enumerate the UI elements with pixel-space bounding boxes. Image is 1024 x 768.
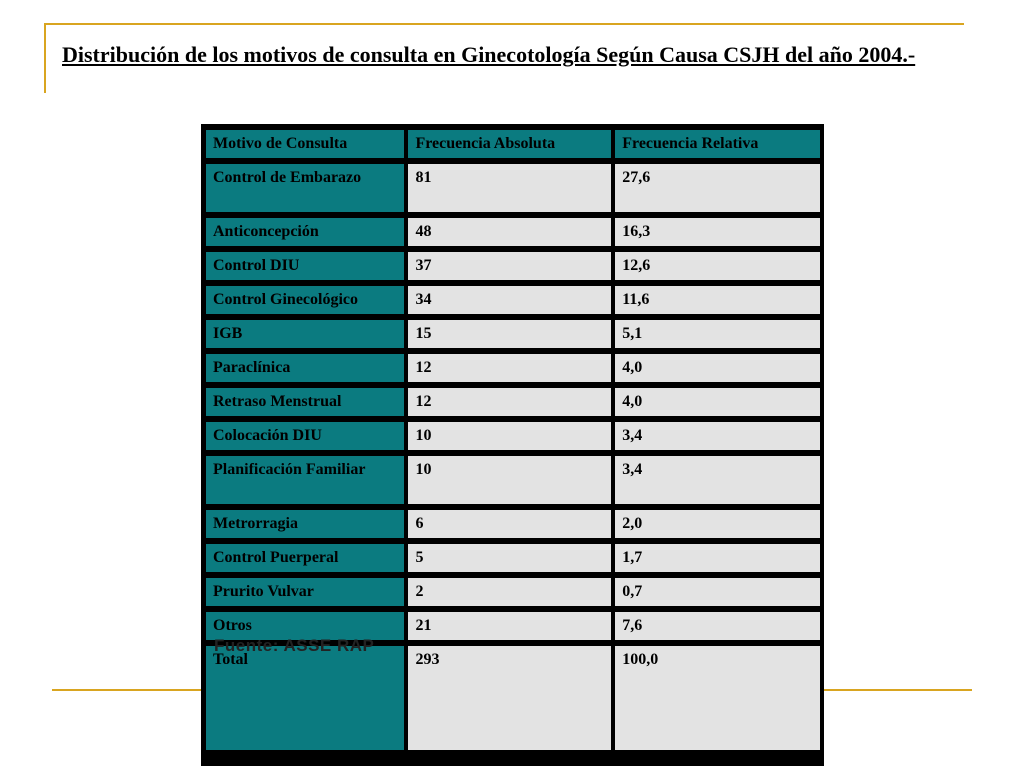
- table-row: [206, 354, 820, 382]
- relativa-cell: 3,4: [615, 422, 820, 450]
- motivo-cell: Planificación Familiar: [206, 456, 404, 504]
- relativa-cell: 5,1: [615, 320, 820, 348]
- relativa-cell: 4,0: [615, 388, 820, 416]
- table-row: [206, 578, 820, 606]
- absoluta-cell: 81: [408, 164, 611, 212]
- motivo-cell: Paraclínica: [206, 354, 404, 382]
- motivo-cell: IGB: [206, 320, 404, 348]
- absoluta-cell: 10: [408, 422, 611, 450]
- absoluta-cell: 6: [408, 510, 611, 538]
- total-label-cell: Total: [206, 646, 404, 750]
- absoluta-cell: 37: [408, 252, 611, 280]
- absoluta-cell: 2: [408, 578, 611, 606]
- relativa-cell: 27,6: [615, 164, 820, 212]
- motivo-cell: Retraso Menstrual: [206, 388, 404, 416]
- relativa-cell: 7,6: [615, 612, 820, 640]
- table-row: [206, 544, 820, 572]
- table-row: [206, 388, 820, 416]
- table-row: [206, 456, 820, 504]
- relativa-cell: 2,0: [615, 510, 820, 538]
- slide-title: Distribución de los motivos de consulta en Ginecotología Según Causa CSJH del año 2004.-: [62, 42, 916, 67]
- absoluta-cell: 34: [408, 286, 611, 314]
- table-row: [206, 286, 820, 314]
- table-total-row: [206, 646, 820, 750]
- relativa-cell: 0,7: [615, 578, 820, 606]
- relativa-cell: 11,6: [615, 286, 820, 314]
- relativa-cell: 4,0: [615, 354, 820, 382]
- table-row: [206, 252, 820, 280]
- table-row: [206, 510, 820, 538]
- motivo-cell: Control Ginecológico: [206, 286, 404, 314]
- column-header-absoluta: Frecuencia Absoluta: [408, 130, 611, 158]
- absoluta-cell: 5: [408, 544, 611, 572]
- relativa-cell: 1,7: [615, 544, 820, 572]
- motivo-cell: Anticoncepción: [206, 218, 404, 246]
- motivo-cell: Prurito Vulvar: [206, 578, 404, 606]
- table-header-row: [206, 130, 820, 158]
- motivo-cell: Colocación DIU: [206, 422, 404, 450]
- absoluta-cell: 10: [408, 456, 611, 504]
- absoluta-cell: 48: [408, 218, 611, 246]
- table-row: [206, 218, 820, 246]
- top-rule: [44, 23, 964, 25]
- motivo-cell: Metrorragia: [206, 510, 404, 538]
- table-row: [206, 164, 820, 212]
- bottom-rule-left: [52, 689, 202, 691]
- left-rule: [44, 23, 46, 93]
- source-note: Fuente: ASSE RAP: [214, 636, 375, 655]
- motivo-cell: Control DIU: [206, 252, 404, 280]
- absoluta-cell: 15: [408, 320, 611, 348]
- relativa-cell: 12,6: [615, 252, 820, 280]
- relativa-cell: 16,3: [615, 218, 820, 246]
- column-header-motivo: Motivo de Consulta: [206, 130, 404, 158]
- column-header-relativa: Frecuencia Relativa: [615, 130, 820, 158]
- total-relativa-cell: 100,0: [615, 646, 820, 750]
- bottom-rule-right: [822, 689, 972, 691]
- relativa-cell: 3,4: [615, 456, 820, 504]
- motivo-cell: Otros: [206, 612, 404, 640]
- table-row: [206, 422, 820, 450]
- table-container: [201, 124, 824, 766]
- motivo-cell: Control de Embarazo: [206, 164, 404, 212]
- frequency-table: [202, 124, 824, 756]
- total-absoluta-cell: 293: [408, 646, 611, 750]
- absoluta-cell: 21: [408, 612, 611, 640]
- absoluta-cell: 12: [408, 354, 611, 382]
- motivo-cell: Control Puerperal: [206, 544, 404, 572]
- table-row: [206, 320, 820, 348]
- absoluta-cell: 12: [408, 388, 611, 416]
